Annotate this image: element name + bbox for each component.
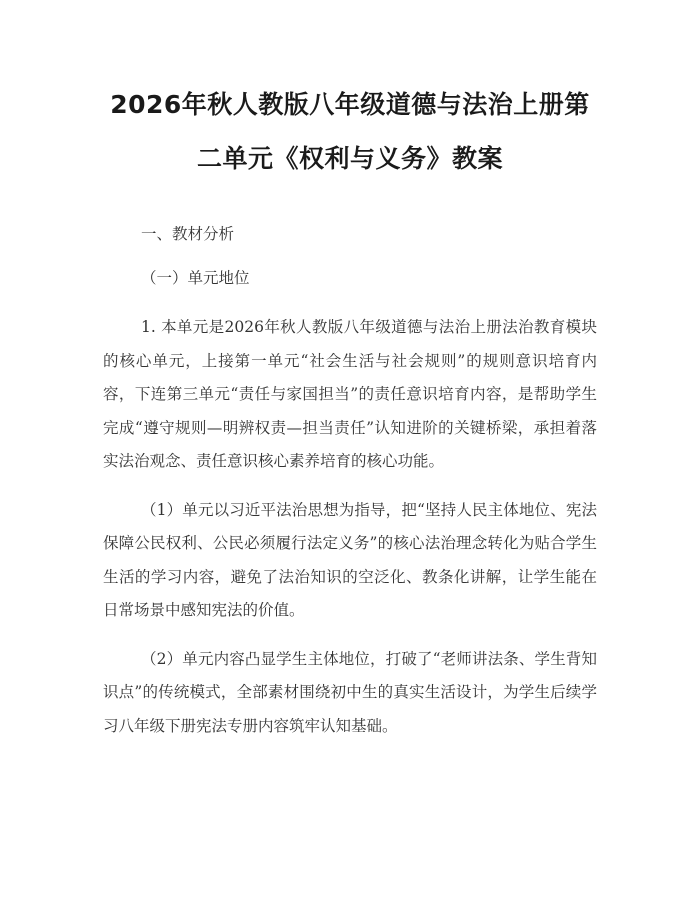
paragraph-point-2: （2）单元内容凸显学生主体地位，打破了“老师讲法条、学生背知识点”的传统模式，全部素材围绕初中生的真实生活设计，为学生后续学习八年级下册宪法专册内容筑牢认知基础。 <box>103 649 597 735</box>
section-heading: 一、教材分析 <box>141 225 235 243</box>
document-title: 2026年秋人教版八年级道德与法治上册第二单元《权利与义务》教案 <box>110 90 590 173</box>
paragraph-unit-position: 1. 本单元是2026年秋人教版八年级道德与法治上册法治教育模块的核心单元，上接第一单元“社会生活与社会规则”的规则意识培育内容，下连第三单元“责任与家国担当”的责任意识培育内容，是帮助学生完成“遵守规则—明辨权责—担当责任”认知进阶的关键桥梁，承担着落实法治观念、责任意识核心素养培育的核心功能。 <box>103 318 597 470</box>
paragraph-point-1: （1）单元以习近平法治思想为指导，把“坚持人民主体地位、宪法保障公民权利、公民必须履行法定义务”的核心法治理念转化为贴合学生生活的学习内容，避免了法治知识的空泛化、教条化讲解，让学生能在日常场景中感知宪法的价值。 <box>103 500 597 619</box>
subsection-heading: （一）单元地位 <box>141 269 250 287</box>
